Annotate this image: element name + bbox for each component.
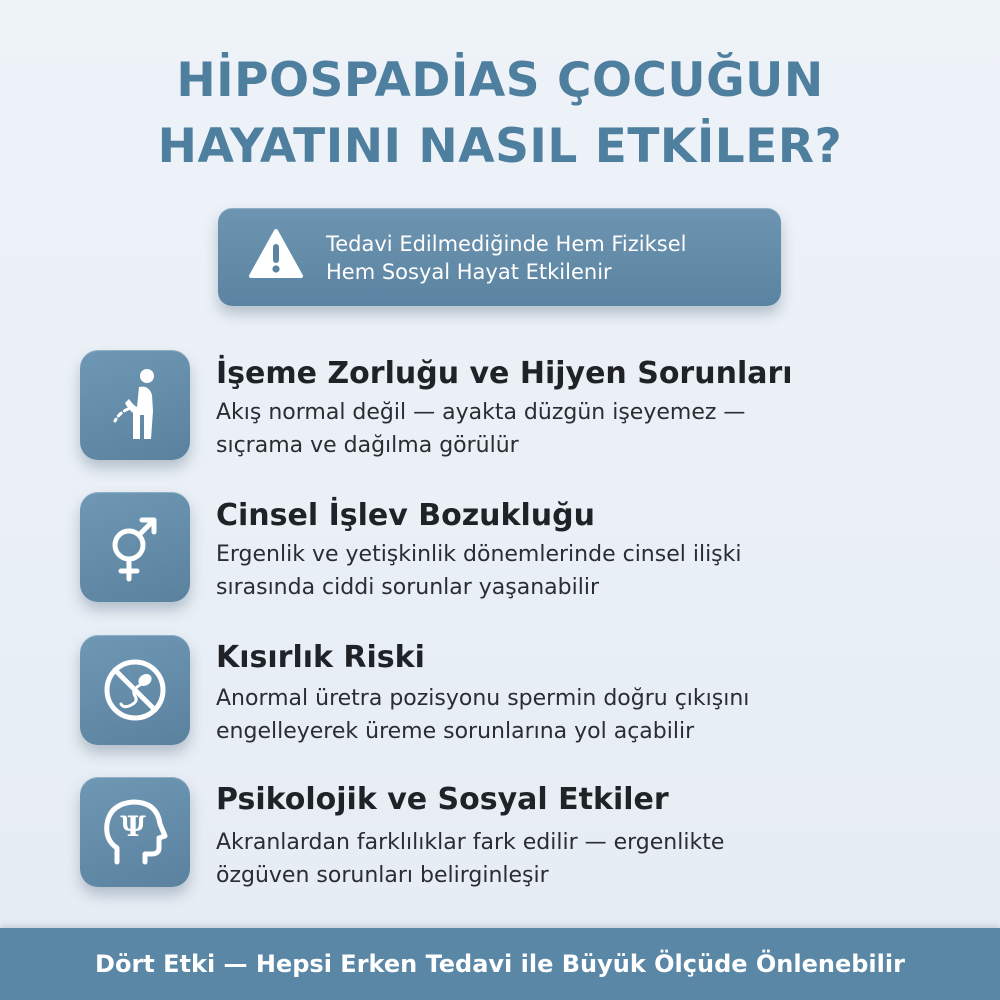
item-icon-box-4 bbox=[80, 777, 190, 887]
item-desc-1-line-2: sıçrama ve dağılma görülür bbox=[216, 433, 519, 458]
warning-banner bbox=[218, 208, 781, 306]
item-title-3: Kısırlık Riski bbox=[216, 640, 425, 675]
footer-bar bbox=[0, 928, 1000, 1000]
item-desc-3-line-2: engelleyerek üreme sorunlarına yol açabilir bbox=[216, 719, 695, 744]
gender-symbol-icon bbox=[95, 507, 175, 587]
item-title-4: Psikolojik ve Sosyal Etkiler bbox=[216, 782, 669, 817]
item-title-1: İşeme Zorluğu ve Hijyen Sorunları bbox=[216, 356, 793, 391]
urinating-person-icon bbox=[95, 365, 175, 445]
item-icon-box-1 bbox=[80, 350, 190, 460]
banner-text bbox=[326, 230, 686, 286]
item-icon-box-2 bbox=[80, 492, 190, 602]
banner-line-1: Tedavi Edilmediğinde Hem Fiziksel bbox=[326, 232, 687, 256]
item-desc-4-line-1: Akranlardan farklılıklar fark edilir — ergenlikte bbox=[216, 830, 725, 855]
svg-text:Ψ: Ψ bbox=[120, 810, 146, 843]
item-desc-3-line-1: Anormal üretra pozisyonu spermin doğru çıkışını bbox=[216, 686, 750, 711]
no-sperm-icon bbox=[95, 650, 175, 730]
psychology-head-icon bbox=[95, 792, 175, 872]
item-desc-4 bbox=[216, 826, 724, 892]
item-title-2: Cinsel İşlev Bozukluğu bbox=[216, 498, 595, 533]
page-title bbox=[0, 48, 1000, 180]
item-desc-1 bbox=[216, 396, 745, 462]
item-desc-1-line-1: Akış normal değil — ayakta düzgün işeyemez — bbox=[216, 400, 746, 425]
title-line-1: HİPOSPADİAS ÇOCUĞUN bbox=[176, 53, 824, 108]
warning-icon bbox=[248, 228, 304, 280]
item-desc-2-line-2: sırasında ciddi sorunlar yaşanabilir bbox=[216, 575, 600, 600]
banner-line-2: Hem Sosyal Hayat Etkilenir bbox=[326, 260, 612, 284]
title-line-2: HAYATINI NASIL ETKİLER? bbox=[157, 119, 843, 174]
item-desc-2 bbox=[216, 538, 742, 604]
item-desc-3 bbox=[216, 682, 749, 748]
item-desc-2-line-1: Ergenlik ve yetişkinlik dönemlerinde cinsel ilişki bbox=[216, 542, 742, 567]
item-icon-box-3 bbox=[80, 635, 190, 745]
footer-text: Dört Etki — Hepsi Erken Tedavi ile Büyük Ölçüde Önlenebilir bbox=[95, 950, 905, 978]
item-desc-4-line-2: özgüven sorunları belirginleşir bbox=[216, 863, 549, 888]
